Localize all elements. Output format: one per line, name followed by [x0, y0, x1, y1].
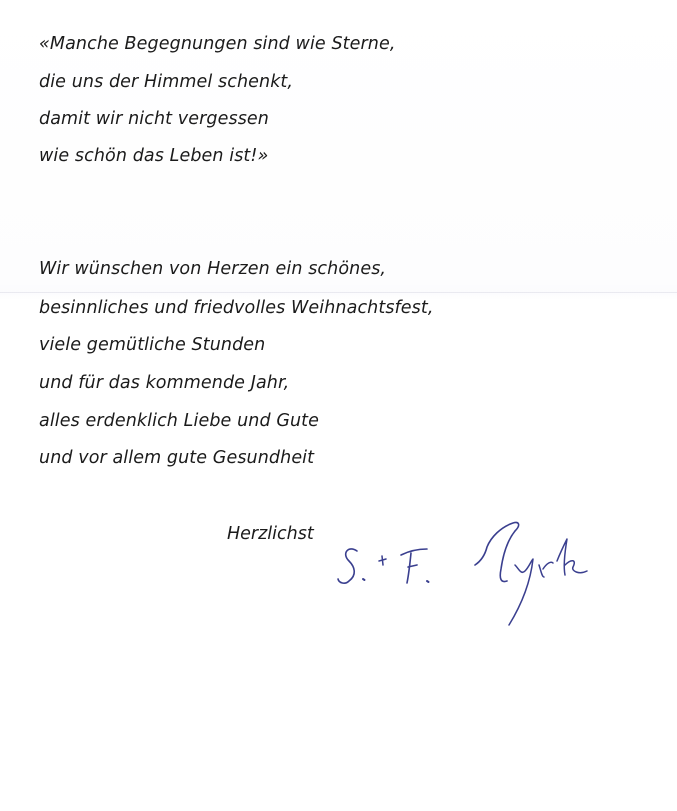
- greeting-line-5: alles erdenklich Liebe und Gute: [39, 411, 320, 431]
- greeting-line-1: Wir wünschen von Herzen ein schönes,: [39, 259, 387, 279]
- paper-fold-line: [0, 292, 677, 293]
- quote-line-3: damit wir nicht vergessen: [39, 109, 269, 129]
- handwritten-signature: [335, 515, 625, 640]
- quote-line-1: «Manche Begegnungen sind wie Sterne,: [39, 34, 396, 54]
- quote-line-4: wie schön das Leben ist!»: [39, 146, 269, 166]
- greeting-line-4: und für das kommende Jahr,: [39, 373, 290, 393]
- quote-line-2: die uns der Himmel schenkt,: [39, 72, 294, 92]
- greeting-line-2: besinnliches und friedvolles Weihnachtsfest,: [39, 298, 434, 318]
- greeting-line-6: und vor allem gute Gesundheit: [39, 448, 315, 468]
- signature-strokes: [338, 522, 587, 625]
- closing-word: Herzlichst: [227, 524, 314, 544]
- greeting-line-3: viele gemütliche Stunden: [39, 335, 266, 355]
